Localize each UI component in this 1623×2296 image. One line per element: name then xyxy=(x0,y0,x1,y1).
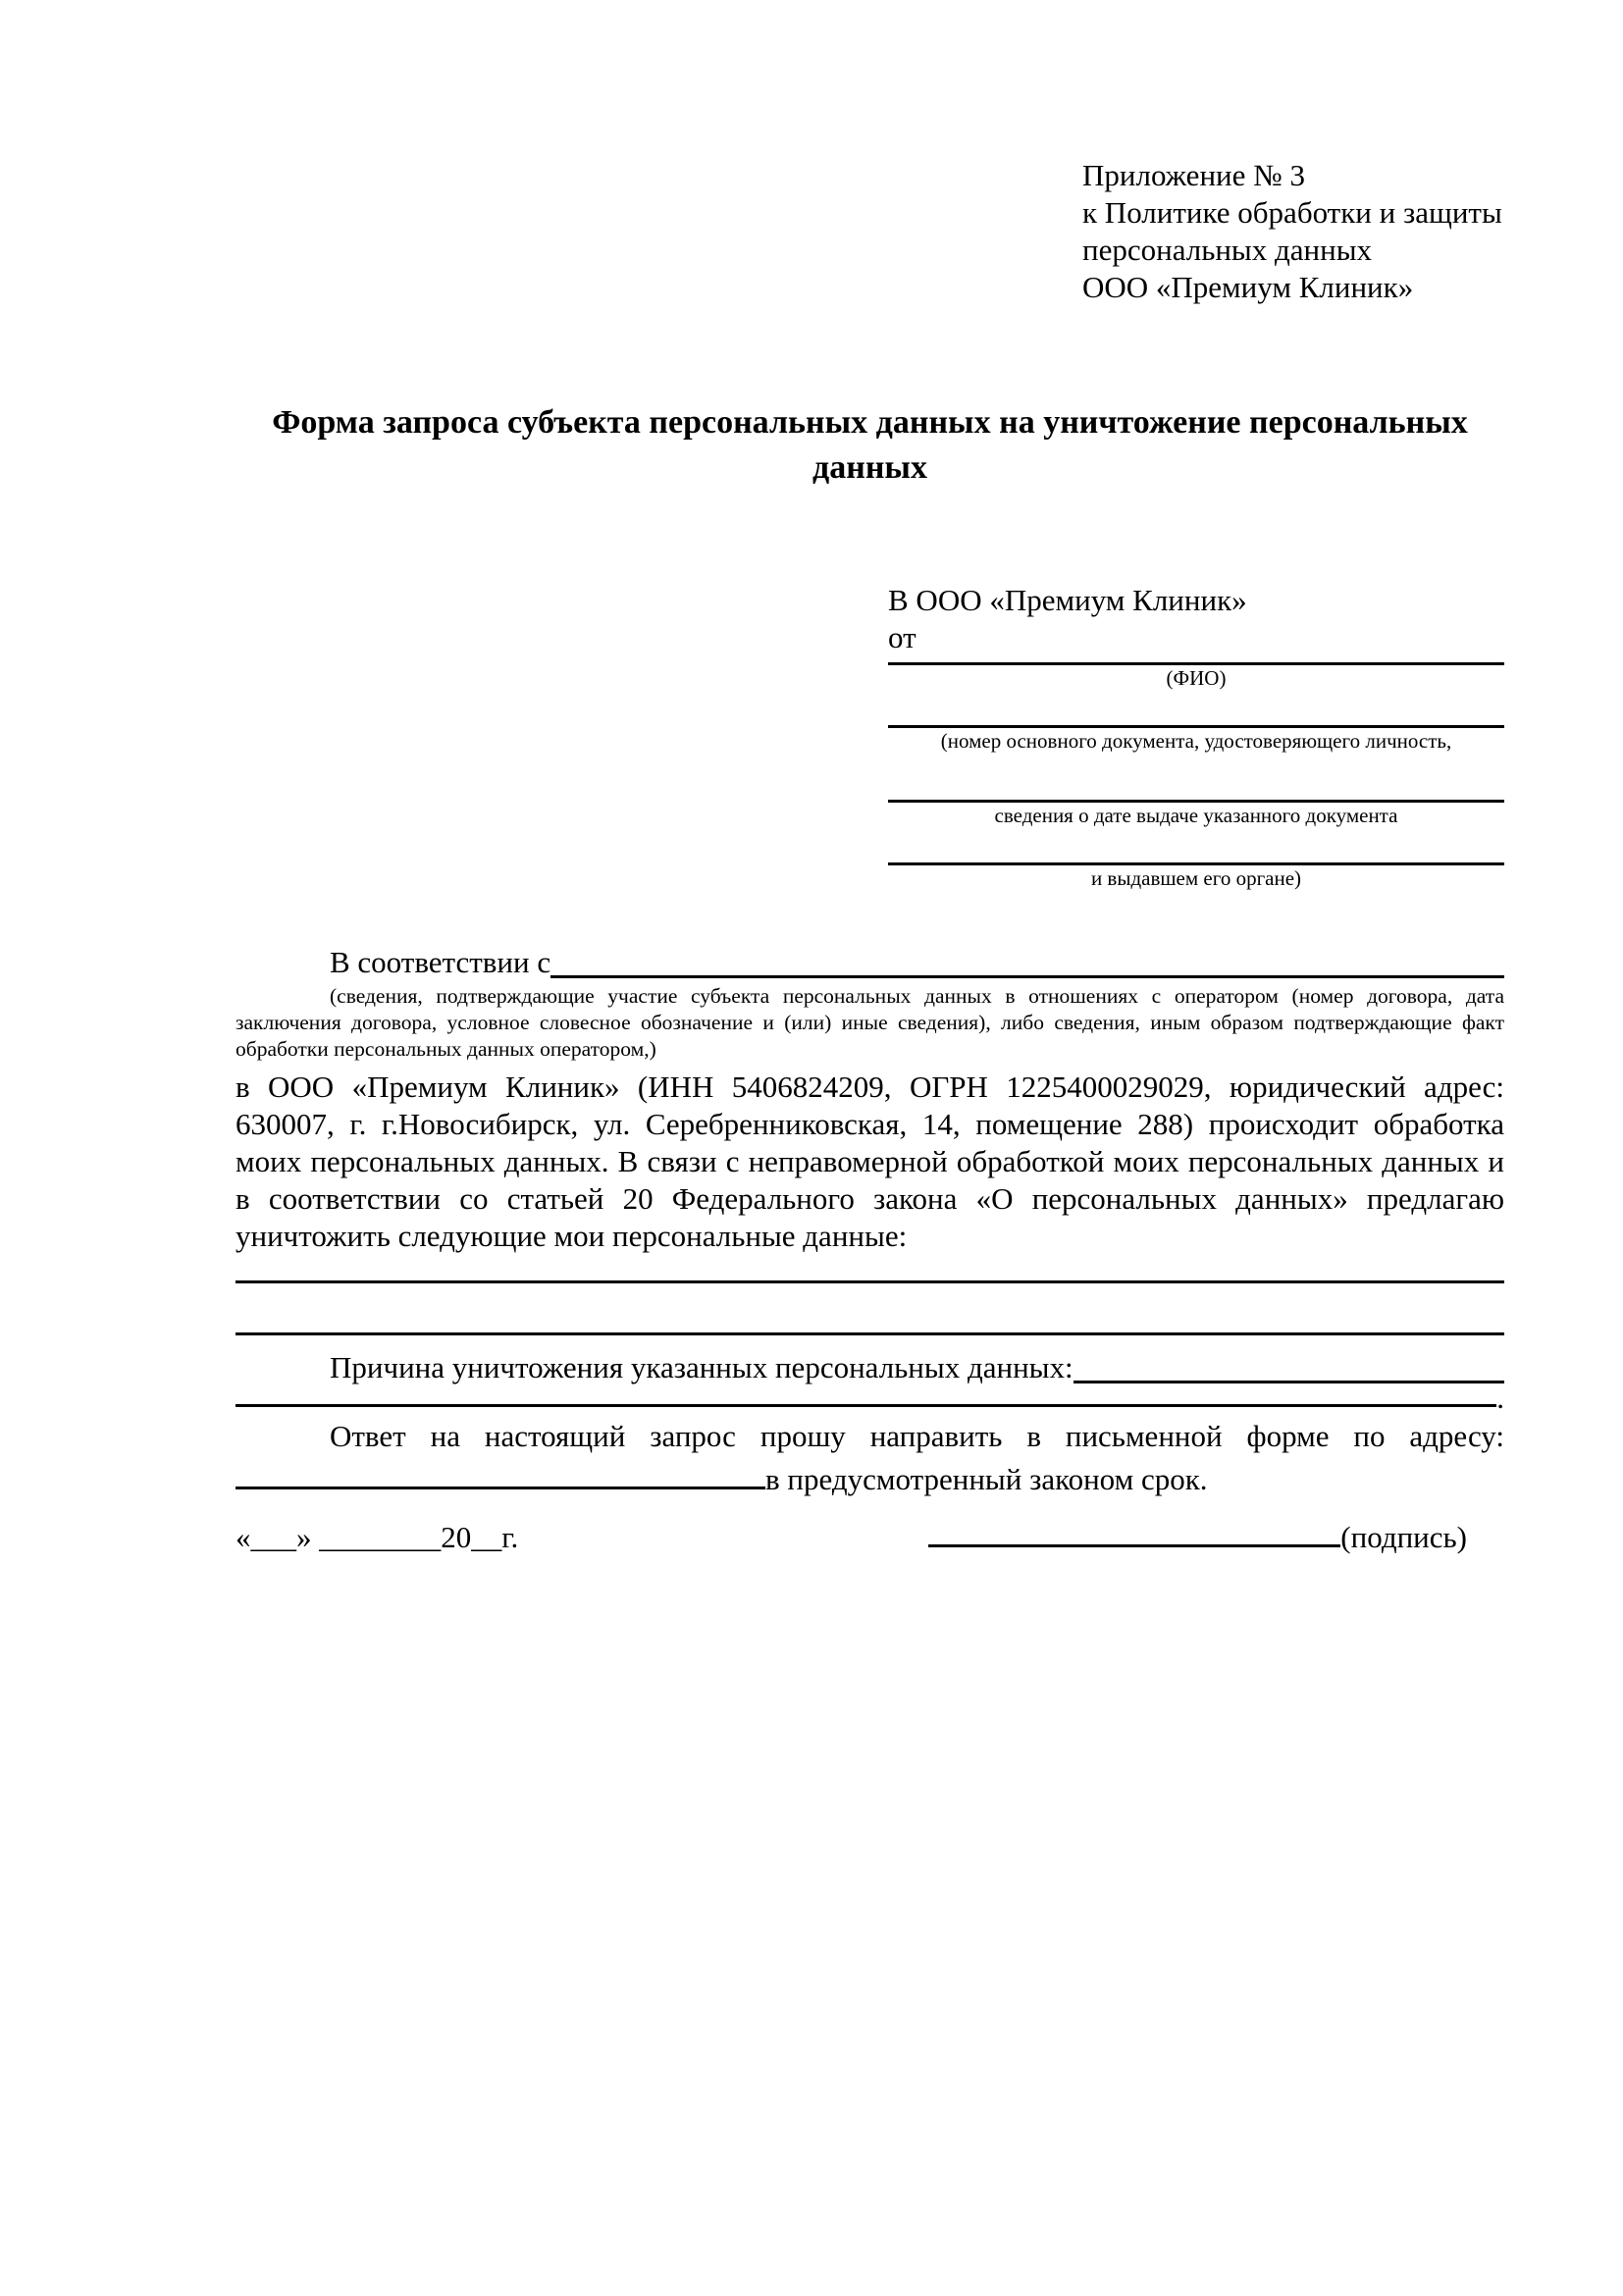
reason-label: Причина уничтожения указанных персональных данных: xyxy=(330,1350,1073,1384)
accordance-label: В соответствии с xyxy=(330,945,551,979)
reason-blank-line xyxy=(1073,1349,1504,1383)
date-blank: «___» ________20__г. xyxy=(236,1520,519,1554)
reason-continuation-row xyxy=(236,1381,1504,1415)
response-address-row xyxy=(236,1461,1504,1498)
issue-date-blank-line xyxy=(888,794,1504,803)
issuing-authority-caption: и выдавшем его органе) xyxy=(1090,866,1302,890)
accordance-footnote: (сведения, подтверждающие участие субъекта персональных данных в отношениях с оператором (номер договора, дата заключения договора, условное словесное обозначение и (или) иные сведения), либо сведения, иным образом подтверждающие факт обработки персональных данных оператором,) xyxy=(236,984,1504,1061)
issue-date-caption: сведения о дате выдаче указанного документа xyxy=(994,804,1398,827)
footer-row xyxy=(236,1519,1504,1556)
issuing-authority-blank-line xyxy=(888,857,1504,865)
appendix-line: Приложение № 3 xyxy=(1082,158,1305,192)
personal-data-blank-line-1 xyxy=(236,1255,1504,1283)
main-paragraph: в ООО «Премиум Клиник» (ИНН 5406824209, ОГРН 1225400029029, юридический адрес: 630007, г. г.Новосибирск, ул. Серебренниковская, 14, помещение 288) происходит обработка моих персональных данных. В связи с неправомерной обработкой моих персональных данных и в соответствии со статьей 20 Федерального закона «О персональных данных» предлагаю уничтожить следующие мои персональные данные: xyxy=(236,1070,1504,1253)
signature-blank-line xyxy=(928,1544,1340,1547)
response-tail-text: в предусмотренный законом срок. xyxy=(765,1462,1208,1496)
accordance-blank-line xyxy=(550,944,1504,978)
document-body xyxy=(236,944,1504,1498)
appendix-line: к Политике обработки и защиты xyxy=(1082,195,1502,230)
sentence-period: . xyxy=(1496,1381,1504,1415)
appendix-note xyxy=(1082,157,1534,306)
signature-group xyxy=(928,1519,1467,1556)
fio-blank-line xyxy=(888,656,1504,665)
id-document-caption: (номер основного документа, удостоверяющего личность, xyxy=(940,729,1452,753)
reason-row xyxy=(236,1349,1504,1386)
addressee-organization: В ООО «Премиум Клиник» xyxy=(888,583,1247,617)
address-blank-line xyxy=(236,1487,765,1489)
accordance-row xyxy=(236,944,1504,981)
id-document-blank-line xyxy=(888,719,1504,728)
fio-caption: (ФИО) xyxy=(1166,666,1227,690)
document-title: Форма запроса субъекта персональных данных на уничтожение персональных данных xyxy=(272,404,1468,486)
addressee-from-label: от xyxy=(888,620,916,654)
personal-data-blank-line-2 xyxy=(236,1283,1504,1335)
reason-blank-line-2 xyxy=(236,1404,1496,1407)
appendix-line: персональных данных xyxy=(1082,233,1373,267)
addressee-block xyxy=(888,582,1504,892)
appendix-line: ООО «Премиум Клиник» xyxy=(1082,270,1414,304)
response-request-text: Ответ на настоящий запрос прошу направить в письменной форме по адресу: xyxy=(330,1419,1504,1453)
signature-caption: (подпись) xyxy=(1340,1520,1467,1554)
